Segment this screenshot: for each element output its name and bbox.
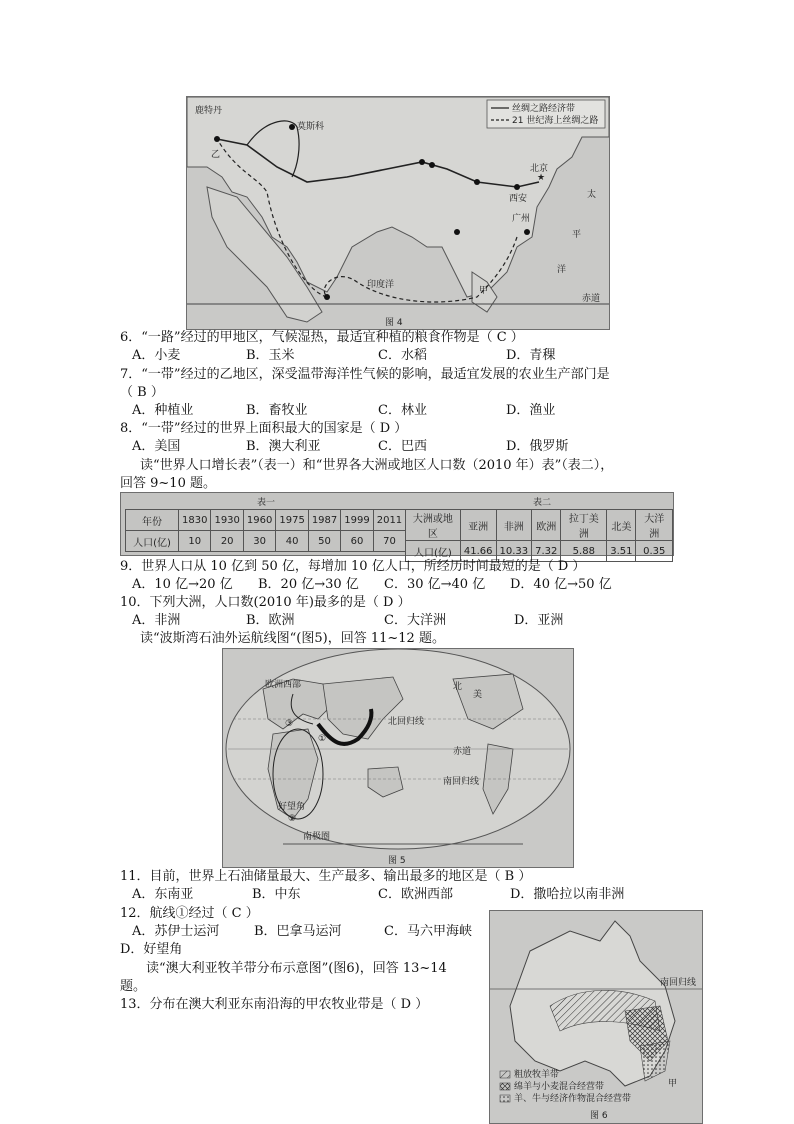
figure-4-silk-road-map <box>186 96 610 330</box>
tropic-south-label: 南回归线 <box>443 777 480 787</box>
table2-pop-cell: 3.51 <box>607 541 636 562</box>
city-dot <box>429 162 435 168</box>
city-dot <box>419 159 425 165</box>
route-3-marker: ③ <box>285 719 294 729</box>
q7-option-c: C．林业 <box>378 403 427 418</box>
legend-label-1: 粗放牧羊带 <box>514 1070 560 1080</box>
tropic-label: 南回归线 <box>660 978 697 988</box>
table2-title: 表二 <box>532 498 551 508</box>
table2-pop-cell: 41.66 <box>460 541 496 562</box>
legend-swatch-3 <box>500 1095 510 1102</box>
table1-row-years <box>126 510 406 531</box>
table1-year-cell: 1987 <box>308 510 340 531</box>
q9-stem: 9．世界人口从 10 亿到 50 亿，每增加 10 亿人口，所经历时间最短的是（ D ） <box>120 559 586 574</box>
q10-option-a: A．非洲 <box>132 613 181 628</box>
legend-belt-label: 丝绸之路经济带 <box>512 104 576 114</box>
table2-pop-cell: 10.33 <box>496 541 532 562</box>
table2-pop-cell: 5.88 <box>561 541 607 562</box>
city-dot <box>324 294 330 300</box>
guangzhou-dot <box>524 229 530 235</box>
table1-pop-cell: 30 <box>243 531 275 552</box>
q6-option-d: D．青稞 <box>506 348 556 363</box>
table2-region-header: 大洲或地区 <box>406 510 461 541</box>
antarctic-circle-label: 南极圈 <box>303 832 331 842</box>
q8-option-b: B．澳大利亚 <box>246 439 321 454</box>
q7-stem: 7．“一带”经过的乙地区，深受温带海洋性气候的影响，最适宜发展的农业生产部门是 <box>120 367 610 382</box>
city-dot <box>474 179 480 185</box>
route-1-marker: ① <box>318 734 327 744</box>
fig5-intro: 读“波斯湾石油外运航线图“(图5)，回答 11~12 题。 <box>140 631 445 646</box>
table1-pop-cell: 60 <box>341 531 373 552</box>
table2-region-cell: 非洲 <box>496 510 532 541</box>
q8-stem: 8．“一带”经过的世界上面积最大的国家是（ D ） <box>120 421 408 436</box>
table1-year-cell: 1830 <box>179 510 211 531</box>
q7-option-a: A．种植业 <box>132 403 194 418</box>
q6-stem: 6．“一路”经过的甲地区，气候湿热，最适宜种植的粮食作物是（ C ） <box>120 330 524 345</box>
table1-pop-cell: 10 <box>179 531 211 552</box>
region-yi-label: 乙 <box>211 150 221 160</box>
table1-row-pop <box>126 531 406 552</box>
pacific-label-1: 太 <box>587 190 597 200</box>
xian-dot <box>514 184 520 190</box>
q11-option-c: C．欧洲西部 <box>378 887 453 902</box>
legend-swatch-1 <box>500 1071 510 1078</box>
q12-option-a: A．苏伊士运河 <box>132 924 220 939</box>
table2-region-cell: 欧洲 <box>532 510 561 541</box>
q13-stem: 13．分布在澳大利亚东南沿海的甲农牧业带是（ D ） <box>120 997 429 1012</box>
table1-title: 表一 <box>256 498 275 508</box>
q7-option-b: B．畜牧业 <box>246 403 308 418</box>
table1-year-cell: 2011 <box>373 510 405 531</box>
table2-region-cell: 亚洲 <box>460 510 496 541</box>
q9-option-c: C．30 亿→40 亿 <box>384 577 486 592</box>
north-label-1: 北 <box>453 682 463 692</box>
moscow-label: 莫斯科 <box>297 122 325 132</box>
cape-label: 好望角 <box>278 802 306 812</box>
q10-option-b: B．欧洲 <box>246 613 295 628</box>
legend-label-3: 羊、牛与经济作物混合经营带 <box>514 1094 632 1104</box>
jia-label: 甲 <box>668 1079 678 1089</box>
table1-pop-cell: 70 <box>373 531 405 552</box>
legend-swatch-2 <box>500 1083 510 1090</box>
q6-option-b: B．玉米 <box>246 348 295 363</box>
q10-stem: 10．下列大洲，人口数(2010 年)最多的是（ D ） <box>120 595 411 610</box>
q6-option-a: A．小麦 <box>132 348 181 363</box>
guangzhou-label: 广州 <box>512 214 531 224</box>
australia-map-svg <box>490 911 702 1123</box>
table2-region-cell: 北美 <box>607 510 636 541</box>
table1-year-cell: 1999 <box>341 510 373 531</box>
table1-pop-header: 人口(亿) <box>126 531 179 552</box>
equator-label: 赤道 <box>453 747 472 757</box>
figure-5-oil-routes-map <box>222 648 574 868</box>
xian-label: 西安 <box>509 194 528 204</box>
city-dot <box>454 229 460 235</box>
q8-option-d: D．俄罗斯 <box>506 439 569 454</box>
north-label-2: 美 <box>473 690 483 700</box>
q6-option-c: C．水稻 <box>378 348 427 363</box>
pacific-label-3: 洋 <box>557 265 567 275</box>
q11-option-d: D．撒哈拉以南非洲 <box>510 887 625 902</box>
table1-year-cell: 1960 <box>243 510 275 531</box>
sheep-cattle-crops-belt-area <box>640 1041 670 1081</box>
equator-label: 赤道 <box>582 294 601 304</box>
table1-year-cell: 1975 <box>276 510 308 531</box>
q10-option-c: C．大洋洲 <box>384 613 446 628</box>
oil-route-map-svg <box>223 649 573 867</box>
table2 <box>405 509 673 562</box>
silk-road-map-svg <box>187 97 609 329</box>
tables-image <box>120 492 674 559</box>
table2-pop-header: 人口(亿) <box>406 541 461 562</box>
q9-option-a: A．10 亿→20 亿 <box>132 577 233 592</box>
q7-option-d: D．渔业 <box>506 403 556 418</box>
q9-option-b: B．20 亿→30 亿 <box>258 577 359 592</box>
q11-option-a: A．东南亚 <box>132 887 194 902</box>
q7-stem-answer: （ B ） <box>120 385 164 400</box>
q11-option-b: B．中东 <box>252 887 301 902</box>
table2-region-cell: 拉丁美洲 <box>561 510 607 541</box>
table1-years-header: 年份 <box>126 510 179 531</box>
region-jia-label: 甲 <box>479 286 489 296</box>
q8-option-c: C．巴西 <box>378 439 427 454</box>
tropic-north-label: 北回归线 <box>388 717 425 727</box>
q12-stem: 12．航线①经过（ C ） <box>120 906 259 921</box>
moscow-dot <box>289 124 295 130</box>
beijing-star-icon: ★ <box>537 173 546 183</box>
indian-ocean-label: 印度洋 <box>367 280 395 290</box>
table2-pop-cell: 7.32 <box>532 541 561 562</box>
q10-option-d: D．亚洲 <box>514 613 564 628</box>
table1-pop-cell: 40 <box>276 531 308 552</box>
q8-option-a: A．美国 <box>132 439 181 454</box>
figure-6-australia-sheep-map <box>489 910 703 1124</box>
tables-intro-line2: 回答 9~10 题。 <box>120 476 216 491</box>
fig5-caption: 图 5 <box>388 856 406 866</box>
q9-option-d: D．40 亿→50 亿 <box>510 577 612 592</box>
fig4-caption: 图 4 <box>385 318 403 328</box>
fig6-intro-line2: 题。 <box>120 979 147 994</box>
route-2-marker: ② <box>288 814 297 824</box>
table2-region-cell: 大洋洲 <box>636 510 673 541</box>
table1-year-cell: 1930 <box>211 510 243 531</box>
table2-row-regions <box>406 510 673 541</box>
table1-pop-cell: 50 <box>308 531 340 552</box>
q12-option-b: B．巴拿马运河 <box>254 924 342 939</box>
rotterdam-dot <box>214 136 220 142</box>
q12-option-d: D．好望角 <box>120 942 183 957</box>
beijing-label: 北京 <box>530 164 549 174</box>
q12-option-c: C．马六甲海峡 <box>384 924 472 939</box>
tables-intro-line1: 读“世界人口增长表”（表一）和“世界各大洲或地区人口数（2010 年）表”（表二）， <box>140 458 614 473</box>
europe-label: 欧洲西部 <box>265 680 302 690</box>
legend-road-label: 21 世纪海上丝绸之路 <box>512 116 599 126</box>
table2-pop-cell: 0.35 <box>636 541 673 562</box>
q11-stem: 11．目前，世界上石油储量最大、生产最多、输出最多的地区是（ B ） <box>120 869 532 884</box>
fig6-intro-line1: 读“澳大利亚牧羊带分布示意图”(图6)，回答 13~14 <box>146 961 447 976</box>
rotterdam-label: 鹿特丹 <box>195 106 223 116</box>
table1-pop-cell: 20 <box>211 531 243 552</box>
legend-label-2: 绵羊与小麦混合经营带 <box>514 1082 605 1092</box>
table1 <box>125 509 406 552</box>
pacific-label-2: 平 <box>572 230 582 240</box>
fig6-caption: 图 6 <box>590 1111 608 1121</box>
